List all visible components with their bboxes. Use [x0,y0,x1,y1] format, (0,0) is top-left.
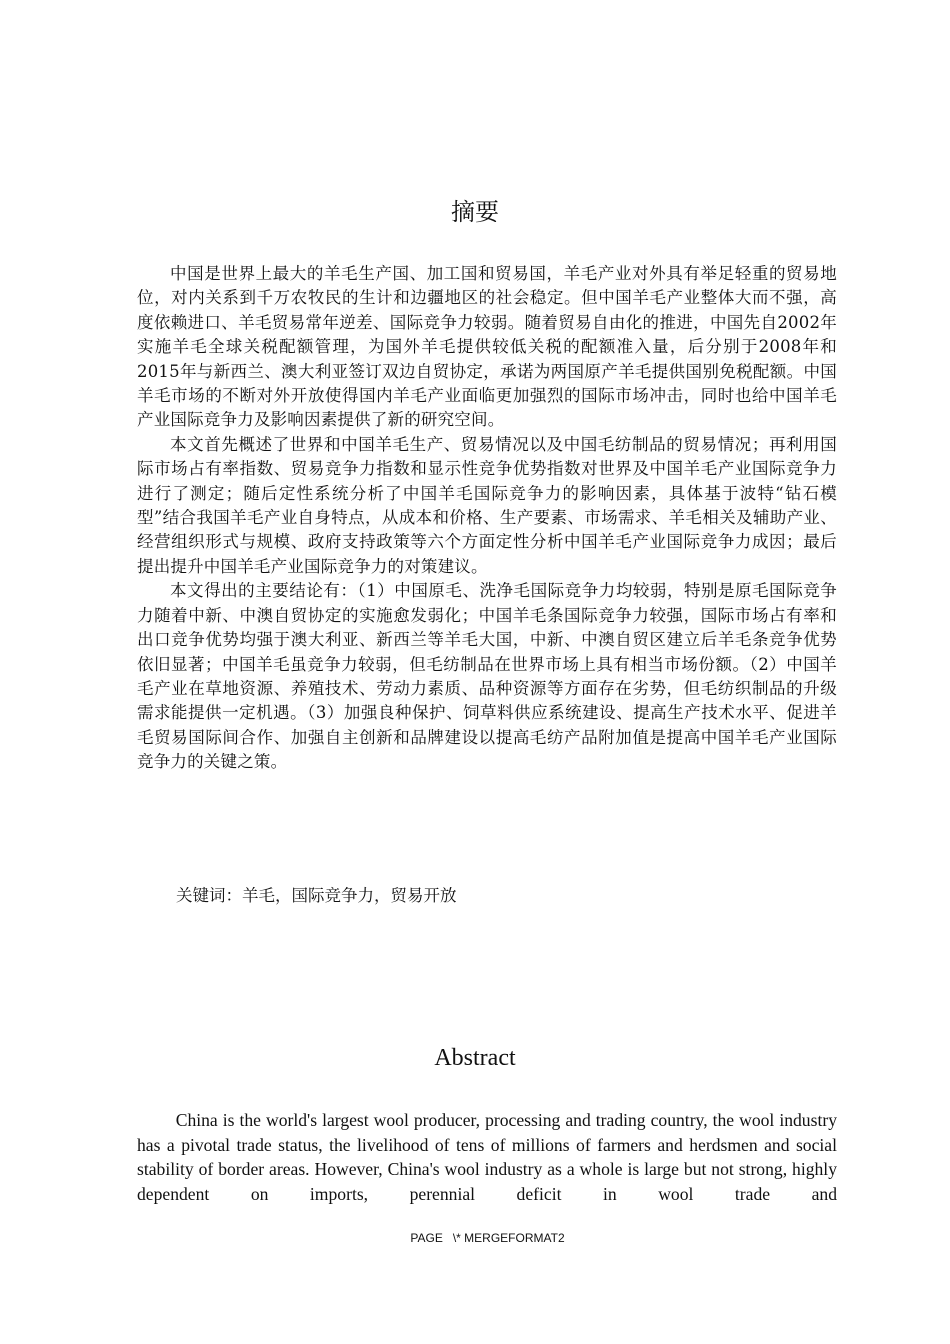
chinese-abstract-body [137,262,837,775]
chinese-abstract-title: 摘要 [451,198,499,226]
keywords-label: 关键词 [176,886,226,905]
chinese-paragraph-2: 本文首先概述了世界和中国羊毛生产、贸易情况以及中国毛纺制品的贸易情况；再利用国际市场占有率指数、贸易竞争力指数和显示性竞争优势指数对世界及中国羊毛产业国际竞争力进行了测定；随后定性系统分析了中国羊毛国际竞争力的影响因素，具体基于波特“钻石模型”结合我国羊毛产业自身特点，从成本和价格、生产要素、市场需求、羊毛相关及辅助产业、经营组织形式与规模、政府支持政策等六个方面定性分析中国羊毛产业国际竞争力成因；最后提出提升中国羊毛产业国际竞争力的对策建议。 [137,434,837,576]
page-footer-field: PAGE \* MERGEFORMAT2 [410,1231,565,1245]
chinese-paragraph-3: 本文得出的主要结论有：（1）中国原毛、洗净毛国际竞争力均较弱，特别是原毛国际竞争力随着中新、中澳自贸协定的实施愈发弱化；中国羊毛条国际竞争力较强，国际市场占有率和出口竞争优势均强于澳大利亚、新西兰等羊毛大国，中新、中澳自贸区建立后羊毛条竞争优势依旧显著；中国羊毛虽竞争力较弱，但毛纺制品在世界市场上具有相当市场份额。（2）中国羊毛产业在草地资源、养殖技术、劳动力素质、品种资源等方面存在劣势，但毛纺织制品的升级需求能提供一定机遇。（3）加强良种保护、饲草料供应系统建设、提高生产技术水平、促进羊毛贸易国际间合作、加强自主创新和品牌建设以提高毛纺产品附加值是提高中国羊毛产业国际竞争力的关键之策。 [137,581,837,772]
english-abstract-body [137,1108,837,1207]
english-abstract-title: Abstract [434,1045,516,1071]
keywords-line [176,884,457,908]
chinese-paragraph-1: 中国是世界上最大的羊毛生产国、加工国和贸易国，羊毛产业对外具有举足轻重的贸易地位，对内关系到千万农牧民的生计和边疆地区的社会稳定。但中国羊毛产业整体大而不强，高度依赖进口、羊毛贸易常年逆差、国际竞争力较弱。随着贸易自由化的推进，中国先自2002年实施羊毛全球关税配额管理，为国外羊毛提供较低关税的配额准入量，后分别于2008年和2015年与新西兰、澳大利亚签订双边自贸协定，承诺为两国原产羊毛提供国别免税配额。中国羊毛市场的不断对外开放使得国内羊毛产业面临更加强烈的国际市场冲击，同时也给中国羊毛产业国际竞争力及影响因素提供了新的研究空间。 [137,264,837,430]
keywords-value: 羊毛，国际竞争力，贸易开放 [242,886,457,905]
english-paragraph-1: China is the world's largest wool producer, processing and trading country, the wool industry has a pivotal trade status, the livelihood of tens of millions of farmers and herdsmen and social stability of border areas. However, China's wool industry as a whole is large but not strong, highly dependent on imports, perennial deficit in wool trade and [137,1110,837,1205]
keywords-separator: ： [225,886,242,905]
